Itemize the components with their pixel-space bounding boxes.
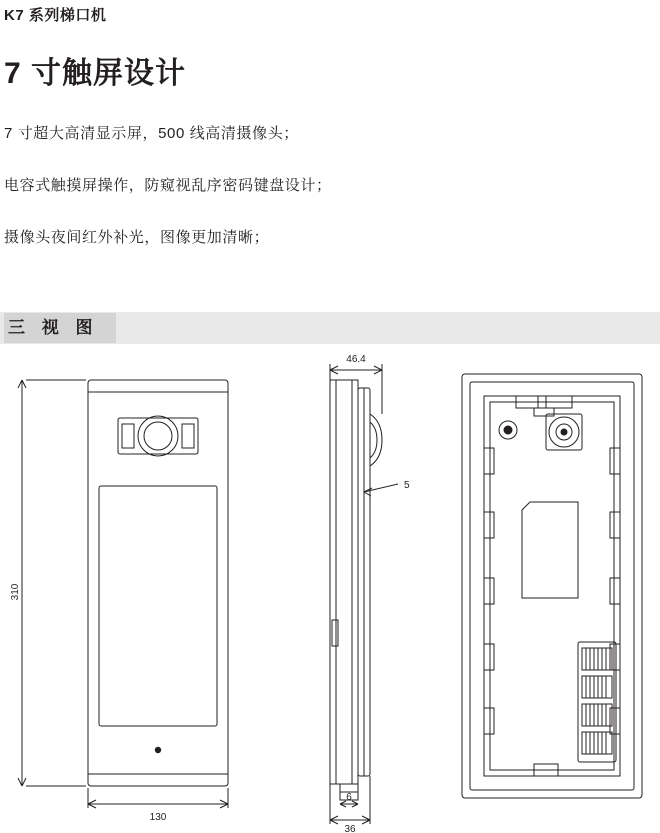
- three-view-drawings: [0, 352, 660, 833]
- front-width-dimension: [88, 788, 228, 823]
- front-height-label: 310: [10, 583, 21, 601]
- side-bottom-dimensions: [330, 776, 370, 833]
- side-mid-dimension: [364, 480, 410, 496]
- front-width-label: 130: [149, 812, 167, 823]
- feature-line-2: 电容式触摸屏操作，防窥视乱序密码键盘设计；: [4, 177, 332, 194]
- front-view-group: [88, 380, 228, 786]
- side-bottom-label-2: 36: [344, 824, 356, 833]
- side-mid-label: 5: [404, 480, 410, 491]
- section-title: 三 视 图: [4, 313, 116, 343]
- feature-line-1: 7 寸超大高清显示屏，500 线高清摄像头；: [4, 125, 299, 142]
- front-height-dimension: [10, 380, 86, 786]
- side-bottom-label-1: 6: [346, 792, 352, 803]
- feature-line-3: 摄像头夜间红外补光，图像更加清晰；: [4, 229, 270, 246]
- side-top-label: 46.4: [346, 354, 366, 365]
- page-title: 7 寸触屏设计: [4, 57, 187, 90]
- back-box-view-group: [462, 374, 642, 798]
- product-kicker: K7 系列梯口机: [4, 7, 107, 24]
- side-top-dimension: [330, 354, 382, 414]
- side-view-group: [330, 380, 382, 800]
